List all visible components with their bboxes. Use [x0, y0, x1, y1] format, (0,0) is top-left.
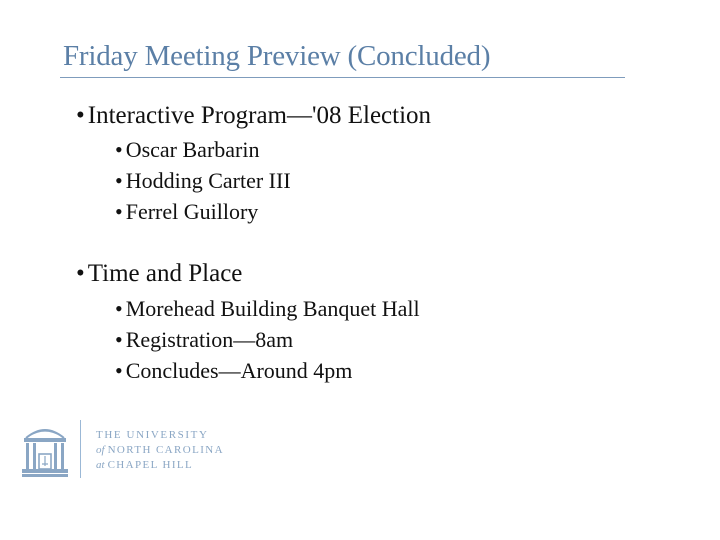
section-heading	[76, 260, 242, 288]
list-item	[115, 199, 258, 225]
list-item	[115, 358, 352, 384]
list-item-text: Registration—8am	[125, 327, 294, 352]
bullet-glyph: •	[76, 102, 85, 129]
list-item-text: Hodding Carter III	[125, 168, 291, 193]
logo-line-3-prefix: at	[96, 459, 105, 471]
bullet-glyph: •	[76, 260, 85, 287]
bullet-glyph: •	[115, 199, 123, 224]
logo-line-2	[96, 444, 224, 456]
bullet-glyph: •	[115, 358, 123, 383]
list-item	[115, 327, 293, 353]
list-item-text: Ferrel Guillory	[125, 199, 259, 224]
bullet-glyph: •	[115, 327, 123, 352]
section-heading	[76, 102, 431, 130]
slide-title: Friday Meeting Preview (Concluded)	[63, 40, 491, 72]
list-item	[115, 296, 420, 322]
list-item	[115, 137, 259, 163]
logo-line-3	[96, 459, 193, 471]
bullet-glyph: •	[115, 168, 123, 193]
logo-line-3-text: CHAPEL HILL	[107, 459, 194, 471]
title-underline	[60, 77, 625, 78]
section-heading-text: Interactive Program—'08 Election	[87, 102, 432, 129]
logo-line-1: THE UNIVERSITY	[96, 429, 209, 441]
bullet-glyph: •	[115, 296, 123, 321]
list-item	[115, 168, 291, 194]
logo-line-2-prefix: of	[96, 444, 105, 456]
list-item-text: Oscar Barbarin	[125, 137, 260, 162]
section-heading-text: Time and Place	[87, 260, 243, 287]
bullet-glyph: •	[115, 137, 123, 162]
list-item-text: Concludes—Around 4pm	[125, 358, 353, 383]
logo-divider	[80, 420, 81, 478]
list-item-text: Morehead Building Banquet Hall	[125, 296, 420, 321]
old-well-icon	[22, 420, 68, 478]
logo-line-2-text: NORTH CAROLINA	[107, 444, 224, 456]
